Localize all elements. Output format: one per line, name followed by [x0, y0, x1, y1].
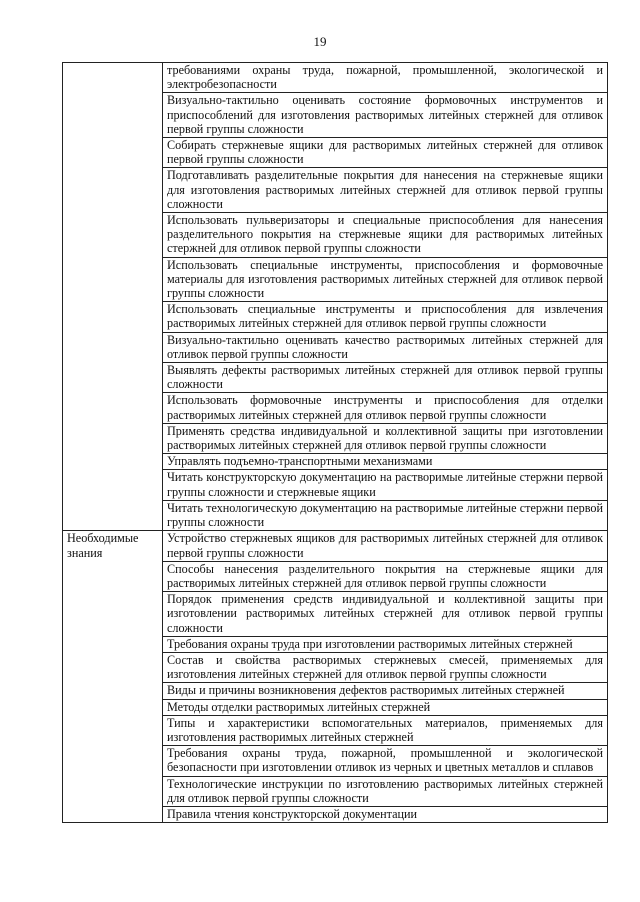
skills-item: Собирать стержневые ящики для растворимых литейных стержней для отливок первой группы сложности	[163, 138, 608, 168]
knowledge-item: Устройство стержневых ящиков для растворимых литейных стержней для отливок первой группы сложности	[163, 531, 608, 561]
knowledge-item: Порядок применения средств индивидуальной и коллективной защиты при изготовлении растворимых литейных стержней для отливок первой группы сложности	[163, 592, 608, 637]
knowledge-row	[63, 531, 608, 561]
skills-item: Использовать специальные инструменты и приспособления для извлечения растворимых литейных стержней для отливок первой группы сложности	[163, 302, 608, 332]
skills-item: Подготавливать разделительные покрытия для нанесения на стержневые ящики для изготовления растворимых литейных стержней для отливок первой группы сложности	[163, 168, 608, 213]
skills-item: требованиями охраны труда, пожарной, промышленной, экологической и электробезопасности	[163, 63, 608, 93]
skills-item: Выявлять дефекты растворимых литейных стержней для отливок первой группы сложности	[163, 363, 608, 393]
knowledge-item: Правила чтения конструкторской документации	[163, 806, 608, 822]
skills-label	[63, 63, 163, 531]
knowledge-item: Технологические инструкции по изготовлению растворимых литейных стержней для отливок первой группы сложности	[163, 776, 608, 806]
skills-item: Использовать формовочные инструменты и приспособления для отделки растворимых литейных стержней для отливок первой группы сложности	[163, 393, 608, 423]
requirements-table-body	[63, 63, 608, 823]
requirements-table	[62, 62, 608, 823]
skills-item: Визуально-тактильно оценивать состояние формовочных инструментов и приспособлений для изготовления растворимых литейных стержней для отливок первой группы сложности	[163, 93, 608, 138]
skills-item: Использовать специальные инструменты, приспособления и формовочные материалы для изготовления растворимых литейных стержней для отливок первой группы сложности	[163, 257, 608, 302]
skills-item: Визуально-тактильно оценивать качество растворимых литейных стержней для отливок первой группы сложности	[163, 332, 608, 362]
knowledge-item: Требования охраны труда, пожарной, промышленной и экологической безопасности при изготовлении отливок из черных и цветных металлов и сплавов	[163, 746, 608, 776]
skills-item: Читать конструкторскую документацию на растворимые литейные стержни первой группы сложности и стержневые ящики	[163, 470, 608, 500]
knowledge-item: Методы отделки растворимых литейных стержней	[163, 699, 608, 715]
skills-item: Использовать пульверизаторы и специальные приспособления для нанесения разделительного покрытия на стержневые ящики для растворимых литейных стержней для отливок первой группы сложности	[163, 213, 608, 258]
knowledge-item: Состав и свойства растворимых стержневых смесей, применяемых для изготовления литейных стержней для отливок первой группы сложности	[163, 652, 608, 682]
knowledge-item: Требования охраны труда при изготовлении растворимых литейных стержней	[163, 636, 608, 652]
knowledge-item: Типы и характеристики вспомогательных материалов, применяемых для изготовления растворимых литейных стержней	[163, 715, 608, 745]
knowledge-item: Виды и причины возникновения дефектов растворимых литейных стержней	[163, 683, 608, 699]
page-number: 19	[313, 34, 327, 49]
skills-item: Управлять подъемно-транспортными механизмами	[163, 454, 608, 470]
skills-row	[63, 63, 608, 93]
knowledge-item: Способы нанесения разделительного покрытия на стержневые ящики для растворимых литейных стержней для отливок первой группы сложности	[163, 561, 608, 591]
skills-item: Читать технологическую документацию на растворимые литейные стержни первой группы сложности	[163, 500, 608, 530]
knowledge-label: Необходимые знания	[63, 531, 163, 823]
skills-item: Применять средства индивидуальной и коллективной защиты при изготовлении растворимых литейных стержней для отливок первой группы сложности	[163, 423, 608, 453]
